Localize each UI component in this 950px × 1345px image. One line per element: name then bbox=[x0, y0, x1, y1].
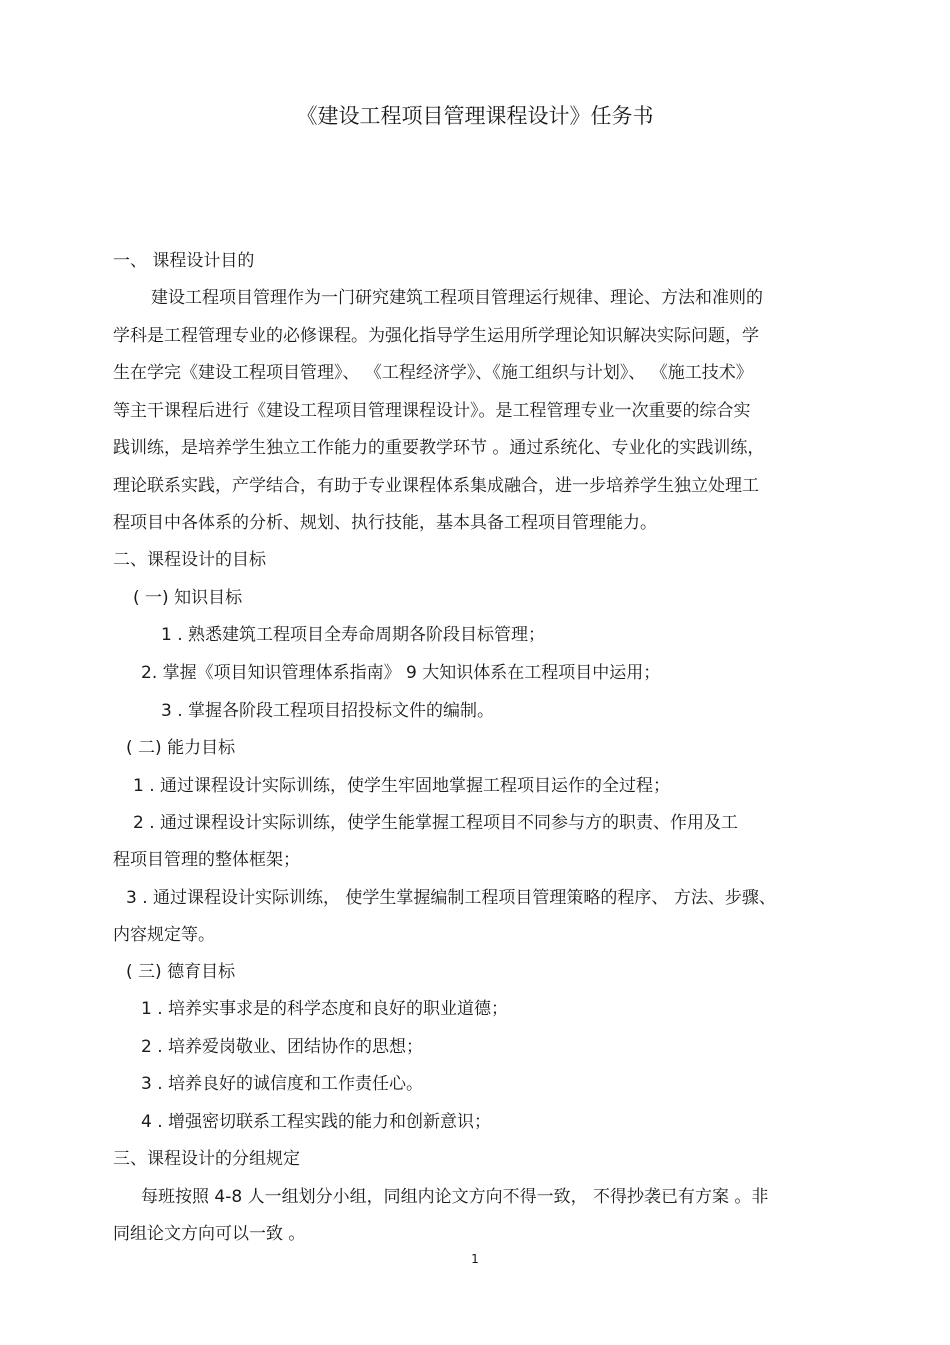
list-item: 1 . 通过课程设计实际训练，使学生牢固地掌握工程项目运作的全过程； bbox=[133, 776, 671, 796]
section-heading: 二、课程设计的目标 bbox=[113, 550, 266, 570]
list-item: 3 . 掌握各阶段工程项目招投标文件的编制。 bbox=[161, 701, 495, 721]
paragraph-line: 程项目中各体系的分析、规划、执行技能，基本具备工程项目管理能力。 bbox=[113, 513, 657, 533]
paragraph-line: 生在学完《建设工程项目管理》、 《工程经济学》、《施工组织与计划》、 《施工技术》 bbox=[113, 363, 753, 383]
subsection-heading: ( 二) 能力目标 bbox=[126, 738, 236, 758]
list-item: 3 . 培养良好的诚信度和工作责任心。 bbox=[141, 1074, 424, 1094]
paragraph-line: 同组论文方向可以一致 。 bbox=[113, 1224, 306, 1244]
paragraph-line: 践训练，是培养学生独立工作能力的重要教学环节 。通过系统化、专业化的实践训练， bbox=[113, 438, 765, 458]
list-item: 2 . 通过课程设计实际训练，使学生能掌握工程项目不同参与方的职责、作用及工 bbox=[133, 813, 739, 833]
list-item: 2. 掌握《项目知识管理体系指南》 9 大知识体系在工程项目中运用； bbox=[141, 663, 661, 683]
section-heading: 三、课程设计的分组规定 bbox=[113, 1149, 300, 1169]
list-item: 3 . 通过课程设计实际训练， 使学生掌握编制工程项目管理策略的程序、 方法、步骤、 bbox=[126, 888, 776, 908]
list-item: 1 . 熟悉建筑工程项目全寿命周期各阶段目标管理； bbox=[161, 625, 546, 645]
page-number: 1 bbox=[471, 1252, 479, 1266]
paragraph-line: 内容规定等。 bbox=[113, 925, 215, 945]
paragraph-line: 建设工程项目管理作为一门研究建筑工程项目管理运行规律、理论、方法和准则的 bbox=[151, 288, 763, 308]
paragraph-line: 每班按照 4-8 人一组划分小组，同组内论文方向不得一致， 不得抄袭已有方案 。非 bbox=[141, 1187, 769, 1207]
paragraph-line: 学科是工程管理专业的必修课程。为强化指导学生运用所学理论知识解决实际问题，学 bbox=[113, 326, 759, 346]
paragraph-line: 等主干课程后进行《建设工程项目管理课程设计》。是工程管理专业一次重要的综合实 bbox=[113, 401, 751, 421]
paragraph-line: 程项目管理的整体框架； bbox=[113, 850, 300, 870]
section-heading: 一、 课程设计目的 bbox=[113, 251, 255, 271]
document-title: 《建设工程项目管理课程设计》任务书 bbox=[296, 104, 654, 128]
subsection-heading: ( 一) 知识目标 bbox=[133, 588, 243, 608]
subsection-heading: ( 三) 德育目标 bbox=[126, 962, 236, 982]
list-item: 1 . 培养实事求是的科学态度和良好的职业道德； bbox=[141, 999, 509, 1019]
list-item: 2 . 培养爱岗敬业、团结协作的思想； bbox=[141, 1037, 424, 1057]
paragraph-line: 理论联系实践，产学结合，有助于专业课程体系集成融合，进一步培养学生独立处理工 bbox=[113, 476, 759, 496]
list-item: 4 . 增强密切联系工程实践的能力和创新意识； bbox=[141, 1112, 492, 1132]
